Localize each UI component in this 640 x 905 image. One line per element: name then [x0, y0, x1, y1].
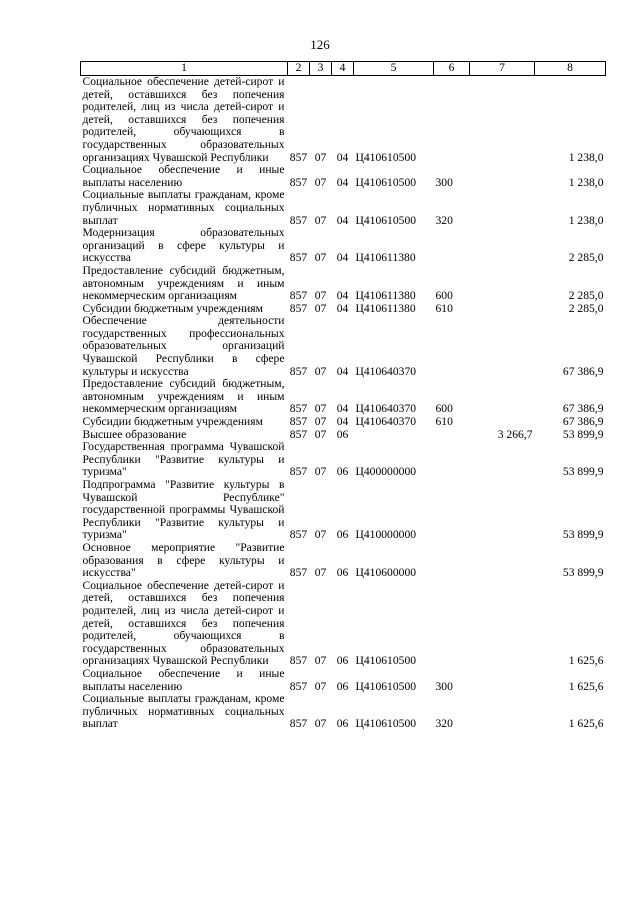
department-code-cell: 857 — [289, 289, 308, 303]
subsection-code-cell: 04 — [336, 415, 349, 429]
subsection-code-cell: 06 — [336, 566, 349, 580]
target-article-cell: Ц410600000 — [355, 566, 417, 580]
section-code-cell: 07 — [314, 415, 327, 429]
target-article-cell: Ц410611380 — [355, 301, 416, 315]
target-article-cell: Ц410610500 — [355, 150, 417, 164]
column-7-cell — [470, 265, 535, 303]
department-code-cell: 857 — [289, 415, 308, 429]
target-article-cell: Ц410640370 — [355, 415, 417, 429]
table-row — [81, 668, 606, 693]
section-code-cell: 07 — [314, 528, 327, 542]
subsection-code-cell: 04 — [336, 251, 349, 265]
amount-cell: 53 899,9 — [562, 427, 604, 441]
column-7-cell — [470, 378, 535, 416]
amount-cell: 2 285,0 — [568, 289, 604, 303]
row-name-cell: Подпрограмма "Развитие культуры в Чувашской Республике" государственной программы Чувашской Республики "Развитие культуры и туризма" — [82, 478, 285, 542]
table-row — [81, 76, 606, 165]
table-row — [81, 189, 606, 227]
section-code-cell: 07 — [314, 427, 327, 441]
column-header: 3 — [310, 62, 332, 76]
column-header: 5 — [354, 62, 434, 76]
table-row — [81, 227, 606, 265]
column-header: 8 — [535, 62, 606, 76]
column-7-cell — [470, 303, 535, 316]
amount-cell: 2 285,0 — [568, 301, 604, 315]
amount-cell: 1 625,6 — [568, 717, 604, 731]
column-7-cell — [470, 315, 535, 378]
section-code-cell: 07 — [314, 150, 327, 164]
column-7-cell: 3 266,7 — [497, 427, 533, 441]
target-article-cell: Ц410611380 — [355, 251, 416, 265]
column-header: 1 — [81, 62, 288, 76]
department-code-cell: 857 — [289, 654, 308, 668]
row-name-cell: Социальные выплаты гражданам, кроме публичных нормативных социальных выплат — [82, 188, 285, 227]
column-7-cell — [470, 416, 535, 429]
row-name-cell: Социальное обеспечение детей-сирот и детей, оставшихся без попечения родителей, лиц из числа детей-сирот и детей, оставшихся без попечения родителей, обучающихся в государственных образовательных организациях Чувашской Республики — [82, 578, 285, 668]
section-code-cell: 07 — [314, 566, 327, 580]
table-row — [81, 416, 606, 429]
row-name-cell: Социальное обеспечение и иные выплаты населению — [82, 163, 285, 189]
column-7-cell — [470, 76, 535, 165]
amount-cell: 67 386,9 — [562, 364, 604, 378]
subsection-code-cell: 06 — [336, 717, 349, 731]
section-code-cell: 07 — [314, 679, 327, 693]
target-article-cell: Ц410610500 — [355, 654, 417, 668]
department-code-cell: 857 — [289, 528, 308, 542]
amount-cell: 67 386,9 — [562, 402, 604, 416]
subsection-code-cell: 04 — [336, 402, 349, 416]
expense-type-cell — [434, 227, 470, 265]
department-code-cell: 857 — [289, 427, 308, 441]
section-code-cell: 07 — [314, 402, 327, 416]
section-code-cell: 07 — [314, 301, 327, 315]
section-code-cell: 07 — [314, 289, 327, 303]
expense-type-cell: 610 — [435, 415, 453, 429]
row-name-cell: Субсидии бюджетным учреждениям — [82, 415, 263, 429]
column-7-cell — [470, 668, 535, 693]
expense-type-cell — [434, 76, 470, 165]
section-code-cell: 07 — [314, 465, 327, 479]
column-7-cell — [470, 441, 535, 479]
expense-type-cell: 600 — [435, 289, 453, 303]
expense-type-cell: 320 — [435, 717, 453, 731]
column-7-cell — [470, 479, 535, 542]
expense-type-cell: 300 — [435, 175, 453, 189]
subsection-code-cell: 06 — [336, 654, 349, 668]
subsection-code-cell: 06 — [336, 465, 349, 479]
budget-table — [80, 61, 606, 731]
column-7-cell — [470, 580, 535, 668]
column-7-cell — [470, 164, 535, 189]
row-name-cell: Высшее образование — [82, 427, 187, 441]
table-row — [81, 542, 606, 580]
table-body — [81, 76, 606, 731]
target-article-cell: Ц410610500 — [355, 213, 417, 227]
expense-type-cell — [434, 315, 470, 378]
expense-type-cell — [434, 580, 470, 668]
amount-cell: 53 899,9 — [562, 465, 604, 479]
amount-cell: 2 285,0 — [568, 251, 604, 265]
column-7-cell — [470, 693, 535, 731]
target-article-cell: Ц410610500 — [355, 175, 417, 189]
amount-cell: 1 238,0 — [568, 213, 604, 227]
expense-type-cell — [434, 542, 470, 580]
column-header: 4 — [332, 62, 354, 76]
subsection-code-cell: 04 — [336, 150, 349, 164]
section-code-cell: 07 — [314, 251, 327, 265]
target-article-cell: Ц410610500 — [355, 717, 417, 731]
table-row — [81, 693, 606, 731]
amount-cell: 53 899,9 — [562, 528, 604, 542]
department-code-cell: 857 — [289, 213, 308, 227]
department-code-cell: 857 — [289, 566, 308, 580]
column-7-cell — [470, 542, 535, 580]
amount-cell: 67 386,9 — [562, 415, 604, 429]
subsection-code-cell: 06 — [336, 679, 349, 693]
department-code-cell: 857 — [289, 465, 308, 479]
subsection-code-cell: 04 — [336, 364, 349, 378]
section-code-cell: 07 — [314, 364, 327, 378]
target-article-cell: Ц410610500 — [355, 679, 417, 693]
table-row — [81, 441, 606, 479]
expense-type-cell: 300 — [435, 679, 453, 693]
row-name-cell: Субсидии бюджетным учреждениям — [82, 301, 263, 315]
department-code-cell: 857 — [289, 251, 308, 265]
amount-cell: 1 238,0 — [568, 175, 604, 189]
row-name-cell: Обеспечение деятельности государственных профессиональных образовательных организаций Чувашской Республики в сфере культуры и искусства — [82, 314, 285, 378]
section-code-cell: 07 — [314, 213, 327, 227]
section-code-cell: 07 — [314, 175, 327, 189]
header-row — [81, 62, 606, 76]
expense-type-cell: 600 — [435, 402, 453, 416]
department-code-cell: 857 — [289, 175, 308, 189]
page-number: 126 — [310, 37, 330, 52]
target-article-cell: Ц410640370 — [355, 364, 417, 378]
expense-type-cell: 320 — [435, 213, 453, 227]
column-7-cell — [470, 227, 535, 265]
row-name-cell: Социальное обеспечение детей-сирот и детей, оставшихся без попечения родителей, лиц из числа детей-сирот и детей, оставшихся без попечения родителей, обучающихся в государственных образовательных организациях Чувашской Республики — [82, 75, 285, 164]
target-article-cell: Ц410611380 — [355, 289, 416, 303]
row-name-cell: Государственная программа Чувашской Республики "Развитие культуры и туризма" — [82, 440, 285, 479]
row-name-cell: Основное мероприятие "Развитие образования в сфере культуры и искусства" — [82, 540, 285, 580]
department-code-cell: 857 — [289, 679, 308, 693]
amount-cell: 53 899,9 — [562, 566, 604, 580]
target-article-cell: Ц400000000 — [355, 465, 417, 479]
department-code-cell: 857 — [289, 402, 308, 416]
amount-cell: 1 625,6 — [568, 654, 604, 668]
row-name-cell: Предоставление субсидий бюджетным, автономным учреждениям и иным некоммерческим организациям — [82, 377, 285, 416]
expense-type-cell — [434, 479, 470, 542]
row-name-cell: Модернизация образовательных организаций в сфере культуры и искусства — [82, 226, 285, 265]
table-row — [81, 479, 606, 542]
subsection-code-cell: 04 — [336, 175, 349, 189]
department-code-cell: 857 — [289, 301, 308, 315]
subsection-code-cell: 04 — [336, 289, 349, 303]
expense-type-cell — [434, 429, 470, 442]
row-name-cell: Предоставление субсидий бюджетным, автономным учреждениям и иным некоммерческим организациям — [82, 263, 285, 303]
amount-cell: 1 238,0 — [568, 150, 604, 164]
table-row — [81, 265, 606, 303]
column-header: 6 — [434, 62, 470, 76]
target-article-cell — [354, 429, 434, 442]
row-name-cell: Социальное обеспечение и иные выплаты населению — [82, 666, 285, 693]
department-code-cell: 857 — [289, 364, 308, 378]
amount-cell: 1 625,6 — [568, 679, 604, 693]
department-code-cell: 857 — [289, 150, 308, 164]
column-header: 7 — [470, 62, 535, 76]
subsection-code-cell: 06 — [336, 427, 349, 441]
expense-type-cell: 610 — [435, 301, 453, 315]
department-code-cell: 857 — [289, 717, 308, 731]
table-row — [81, 315, 606, 378]
table-row — [81, 164, 606, 189]
expense-type-cell — [434, 441, 470, 479]
column-7-cell — [470, 189, 535, 227]
column-header: 2 — [288, 62, 310, 76]
section-code-cell: 07 — [314, 717, 327, 731]
table-row — [81, 378, 606, 416]
target-article-cell: Ц410000000 — [355, 528, 417, 542]
table-row — [81, 580, 606, 668]
target-article-cell: Ц410640370 — [355, 402, 417, 416]
row-name-cell: Социальные выплаты гражданам, кроме публичных нормативных социальных выплат — [82, 692, 285, 731]
subsection-code-cell: 06 — [336, 528, 349, 542]
subsection-code-cell: 04 — [336, 301, 349, 315]
section-code-cell: 07 — [314, 654, 327, 668]
subsection-code-cell: 04 — [336, 213, 349, 227]
